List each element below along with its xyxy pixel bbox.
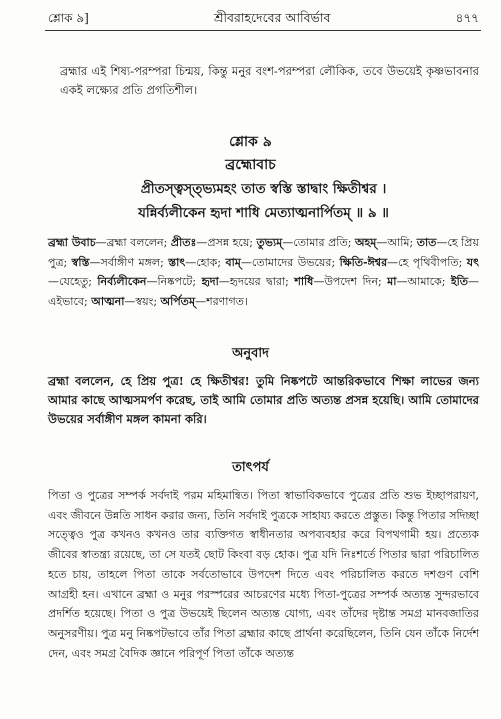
purport-paragraph: পিতা ও পুত্রের সম্পর্ক সর্বদাই পরম মহিমান্বিত। পিতা স্বাভাবিকভাবে পুত্রের প্রতি শুভ ইচ্ছাপরায়ণ, এবং জীবনে উন্নতি সাধন করার জন্য, তিনি সর্বদাই পুত্রকে সাহায্য করতে প্রস্তুত। কিন্তু পিতার সদিচ্ছা সত্ত্বেও পুত্র কখনও কখনও তার ব্যক্তিগত স্বাধীনতার অপব্যবহার করে বিপথগামী হয়। প্রত্যেক জীবের স্বাতন্ত্র্য রয়েছে, তা সে যতই ছোট কিংবা বড় হোক। পুত্র যদি নিঃশর্তে পিতার দ্বারা পরিচালিত হতে চায়, তাহলে পিতা তাকে সর্বতোভাবে উপদেশ দিতে এবং পরিচালিত করতে দশগুণ বেশি আগ্রহী হন। এখানে ব্রহ্মা ও মনুর পরস্পরের আচরণের মধ্যে পিতা-পুত্রের সম্পর্ক অত্যন্ত সুন্দরভাবে প্রদর্শিত হয়েছে। পিতা ও পুত্র উভয়েই ছিলেন অত্যন্ত যোগ্য, এবং তাঁদের দৃষ্টান্ত সমগ্র মানবজাতির অনুসরণীয়। পুত্র মনু নিষ্কপটভাবে তাঁর পিতা ব্রহ্মার কাছে প্রার্থনা করেছিলেন, তিনি যেন তাঁকে নির্দেশ দেন, এবং সমগ্র বৈদিক জ্ঞানে পরিপূর্ণ পিতা তাঁকে অত্যন্ত — [48, 489, 479, 660]
synonym-term: অর্পিতম্ — [160, 294, 196, 308]
intro-paragraph: ব্রহ্মার এই শিষ্য-পরম্পরা চিন্ময়, কিন্তু মনুর বংশ-পরম্পরা লৌকিক, তবে উভয়েই কৃষ্ণভাবনার একই লক্ষ্যের প্রতি প্রগতিশীল। — [60, 64, 479, 97]
verse-speaker: ব্রহ্মোবাচ — [225, 157, 276, 173]
synonym-term: নির্ব্যলীকেন — [97, 275, 147, 288]
header-rule — [45, 30, 481, 31]
synonym-meaning: —এইভাবে; — [48, 275, 480, 308]
running-header — [48, 10, 479, 30]
synonym-meaning: —স্বয়ং; — [124, 294, 161, 308]
page-number: ৪৭৭ — [455, 11, 479, 25]
verse-line-2: যন্নির্ব্যলীকেন হৃদা শাধি মেত্যাত্মনার্পিতম্ ॥ ৯ ॥ — [138, 205, 389, 221]
synonym-meaning: —তোমার প্রতি; — [282, 236, 355, 249]
synonym-term: ইতি — [450, 275, 469, 288]
synonym-term: বাম্ — [225, 255, 241, 269]
synonym-meaning: —প্রসন্ন হয়ে; — [196, 236, 257, 249]
translation-title: অনুবাদ — [232, 346, 269, 361]
synonym-term: ক্ষিতি-ঈশ্বর — [339, 255, 388, 269]
synonym-term: যৎ — [466, 255, 479, 269]
translation-paragraph: ব্রহ্মা বললেন, হে প্রিয় পুত্র! হে ক্ষিতীশ্বর! তুমি নিষ্কপটে আন্তরিকভাবে শিক্ষা লাভের জন্য আমার কাছে আত্মসমর্পণ করেছ, তাই আমি তোমার প্রতি অত্যন্ত প্রসন্ন হয়েছি। আমি তোমাদের উভয়ের সর্বাঙ্গীণ মঙ্গল কামনা করি। — [48, 374, 479, 426]
synonym-meaning: —যেহেতু; — [48, 275, 98, 288]
synonym-meaning: —তোমাদের উভয়ের; — [240, 255, 340, 269]
header-verse-ref: শ্লোক ৯] — [48, 11, 89, 25]
synonym-term: তাত — [416, 236, 437, 249]
synonym-meaning: —হোক; — [185, 255, 226, 269]
synonym-meaning: —উপদেশ দিন; — [313, 275, 388, 288]
purport-title: তাৎপর্য — [232, 460, 269, 475]
synonym-meaning: —আমাকে; — [396, 275, 451, 288]
synonym-term: শাধি — [294, 275, 314, 288]
synonym-meaning: —নিষ্কপটে; — [146, 275, 202, 288]
synonym-term: হৃদা — [201, 275, 219, 288]
synonym-meaning: —হে প্রিয় পুত্র; — [48, 236, 479, 269]
synonym-meaning: —শরণাগত। — [195, 294, 248, 308]
synonym-term: অহম্ — [354, 236, 377, 249]
header-chapter-title: শ্রীবরাহদেবের আবির্ভাব — [214, 10, 331, 25]
synonym-meaning: —সর্বাঙ্গীণ মঙ্গল; — [89, 255, 169, 269]
synonym-term: তুভ্যম্ — [256, 236, 283, 249]
synonym-meaning: —হৃদয়ের দ্বারা; — [218, 275, 295, 288]
synonym-term: আত্মনা — [91, 294, 125, 308]
synonym-term: প্রীতঃ — [170, 236, 197, 249]
verse-number: শ্লোক ৯ — [229, 134, 272, 150]
verse-line-1: প্রীতস্ত্বস্ত্ভ্যমহং তাত স্বস্তি স্তাদ্বাং ক্ষিতীশ্বর । — [140, 181, 387, 197]
synonym-term: ব্রহ্মা উবাচ — [48, 236, 96, 249]
synonym-term: স্বস্তি — [71, 255, 90, 269]
synonym-term: মা — [387, 275, 397, 288]
synonym-meaning: —হে পৃথিবীপতি; — [387, 255, 467, 269]
synonym-term: স্তাৎ — [168, 255, 186, 269]
synonym-meaning: —আমি; — [376, 236, 417, 249]
synonyms-paragraph — [48, 233, 479, 311]
synonym-meaning: —ব্রহ্মা বললেন; — [95, 236, 171, 249]
